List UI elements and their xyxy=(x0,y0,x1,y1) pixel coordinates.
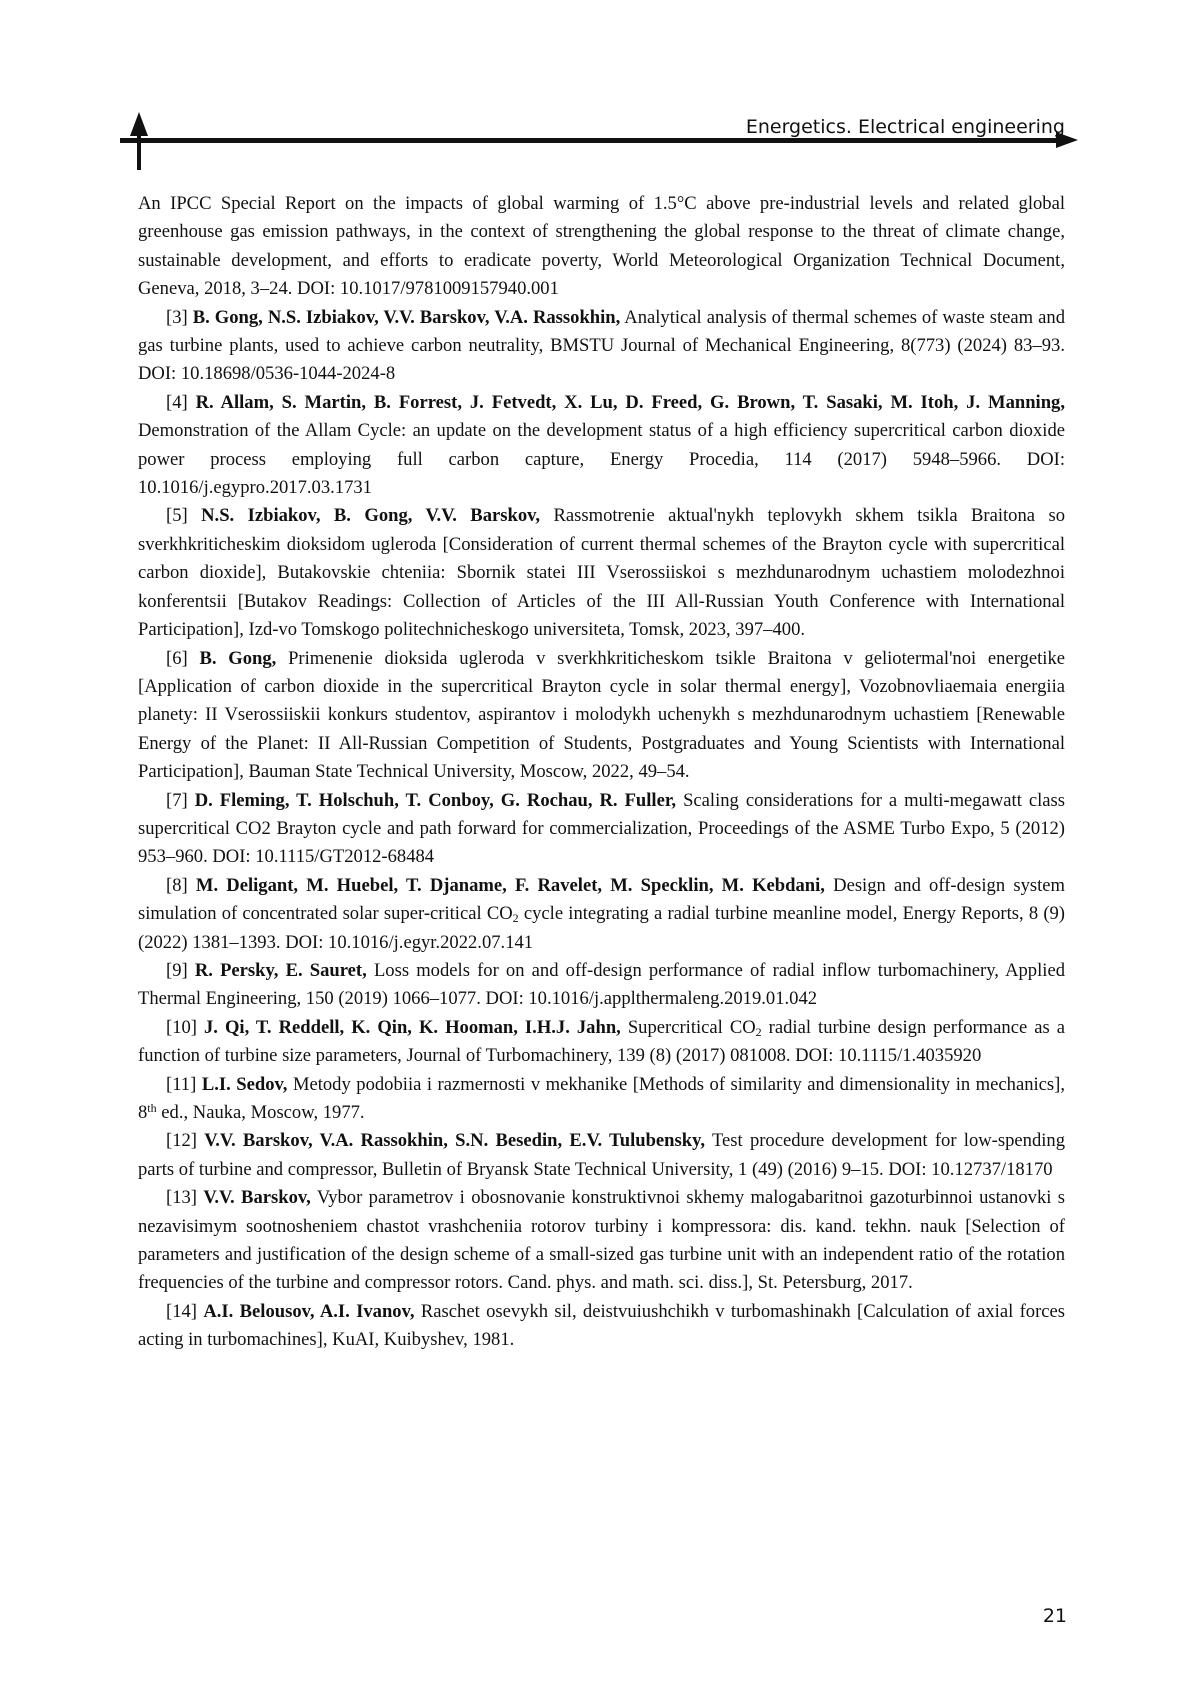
reference-number: [6] xyxy=(166,647,188,669)
reference-13 xyxy=(138,1184,1065,1298)
reference-text: Loss models for on and off-design performance of radial inflow turbomachinery, Applied Thermal Engineering, 150 (2019) 1066–1077. DOI: 10.1016/j.applthermaleng.2019.01.042 xyxy=(138,959,1065,1010)
reference-number: [9] xyxy=(166,959,188,981)
reference-list xyxy=(138,190,1065,1355)
reference-4 xyxy=(138,389,1065,503)
reference-number: [14] xyxy=(166,1300,197,1322)
header-arrow-up-icon xyxy=(130,112,148,136)
reference-text: Primenenie dioksida ugleroda v sverkhkriticheskom tsikle Braitona v geliotermal'noi energetike [Application of carbon dioxide in the supercritical Brayton cycle in solar thermal energy], Vozobnovliaemaia energiia planety: II Vserossiiskii konkurs studentov, aspirantov i molodykh uchenykh s mezhdunarodnym uchastiem [Renewable Energy of the Planet: II All-Russian Competition of Students, Postgraduates and Young Scientists with International Participation], Bauman State Technical University, Moscow, 2022, 49–54. xyxy=(138,647,1066,783)
reference-authors: M. Deligant, M. Huebel, T. Djaname, F. Ravelet, M. Specklin, M. Kebdani, xyxy=(195,874,825,896)
reference-number: [4] xyxy=(166,391,188,413)
reference-number: [7] xyxy=(166,789,188,811)
reference-authors: V.V. Barskov, V.A. Rassokhin, S.N. Besedin, E.V. Tulubensky, xyxy=(204,1130,706,1152)
reference-3 xyxy=(138,304,1065,389)
reference-authors: B. Gong, xyxy=(199,647,277,669)
reference-authors: R. Persky, E. Sauret, xyxy=(194,959,367,981)
reference-number: [11] xyxy=(166,1073,197,1095)
reference-number: [12] xyxy=(166,1130,197,1152)
reference-number: [13] xyxy=(166,1187,197,1209)
reference-text: Rassmotrenie aktual'nykh teplovykh skhem tsikla Braitona so sverkhkriticheskim dioksidom ugleroda [Consideration of current thermal schemes of the Brayton cycle with supercritical carbon dioxide], Butakovskie chteniia: Sbornik statei III Vserossiiskoi s mezhdunarodnym uchastiem molodezhnoi konferentsii [Butakov Readings: Collection of Articles of the III All-Russian Youth Conference with International Participation], Izd-vo Tomskogo politechnicheskogo universiteta, Tomsk, 2023, 397–400. xyxy=(138,505,1065,641)
reference-text: Supercritical CO xyxy=(627,1016,756,1038)
reference-number: [3] xyxy=(166,306,188,328)
reference-text: Metody podobiia i razmernosti v mekhanike [Methods of similarity and dimensionality in mechanics], 8 xyxy=(138,1073,1065,1123)
reference-8 xyxy=(138,872,1065,957)
header-arrow-up-stem xyxy=(137,130,141,170)
header-rule xyxy=(120,138,1060,143)
running-head: Energetics. Electrical engineering xyxy=(745,116,1065,138)
subscript: 2 xyxy=(755,1024,762,1039)
reference-authors: B. Gong, N.S. Izbiakov, V.V. Barskov, V.A. Rassokhin, xyxy=(192,306,621,328)
reference-authors: R. Allam, S. Martin, B. Forrest, J. Fetvedt, X. Lu, D. Freed, G. Brown, T. Sasaki, M. Itoh, J. Manning, xyxy=(195,391,1065,413)
reference-text: cycle integrating a radial turbine meanline model, Energy Reports, 8 (9) (2022) 1381–1393. DOI: 10.1016/j.egyr.2022.07.141 xyxy=(138,903,1065,953)
reference-authors: V.V. Barskov, xyxy=(203,1187,311,1209)
reference-11 xyxy=(138,1071,1065,1128)
reference-text: Vybor parametrov i obosnovanie konstruktivnoi skhemy malogabaritnoi gazoturbinnoi ustanovki s nezavisimym sootnosheniem chastot vrashcheniia rotorov turbiny i kompressora: dis. kand. tekhn. nauk [Selection of parameters and justification of the design scheme of a small-sized gas turbine unit with an independent ratio of the rotation frequencies of the turbine and compressor rotors. Cand. phys. and math. sci. diss.], St. Petersburg, 2017. xyxy=(138,1187,1066,1294)
superscript: th xyxy=(147,1101,157,1115)
reference-number: [10] xyxy=(166,1016,197,1038)
reference-text: Scaling considerations for a multi-megawatt class supercritical CO2 Brayton cycle and path forward for commercialization, Proceedings of the ASME Turbo Expo, 5 (2012) 953–960. DOI: 10.1115/GT2012-68484 xyxy=(138,789,1065,868)
reference-14 xyxy=(138,1298,1065,1355)
reference-text: radial turbine design performance as a function of turbine size parameters, Journal of Turbomachinery, 139 (8) (2017) 081008. DOI: 10.1115/1.4035920 xyxy=(138,1016,1065,1067)
reference-number: [8] xyxy=(166,874,188,896)
reference-text: Analytical analysis of thermal schemes of waste steam and gas turbine plants, used to achieve carbon neutrality, BMSTU Journal of Mechanical Engineering, 8(773) (2024) 83–93. DOI: 10.18698/0536-1044-2024-8 xyxy=(138,306,1065,385)
reference-text: Raschet osevykh sil, deistvuiushchikh v turbomashinakh [Calculation of axial forces acting in turbomachines], KuAI, Kuibyshev, 1981. xyxy=(138,1300,1065,1351)
reference-authors: J. Qi, T. Reddell, K. Qin, K. Hooman, I.H.J. Jahn, xyxy=(204,1016,621,1038)
reference-7 xyxy=(138,787,1065,872)
reference-2-continuation: An IPCC Special Report on the impacts of global warming of 1.5°C above pre-industrial levels and related global greenhouse gas emission pathways, in the context of strengthening the global response to the threat of climate change, sustainable development, and efforts to eradicate poverty, World Meteorological Organization Technical Document, Geneva, 2018, 3–24. DOI: 10.1017/9781009157940.001 xyxy=(138,193,1065,300)
reference-text: Test procedure development for low-spending parts of turbine and compressor, Bulletin of Bryansk State Technical University, 1 (49) (2016) 9–15. DOI: 10.12737/18170 xyxy=(138,1130,1066,1180)
reference-6 xyxy=(138,645,1065,787)
header-arrow-right-icon xyxy=(1056,132,1078,148)
reference-authors: L.I. Sedov, xyxy=(201,1073,288,1095)
reference-10 xyxy=(138,1014,1065,1071)
page-number: 21 xyxy=(1042,1605,1067,1627)
reference-9 xyxy=(138,957,1065,1014)
reference-number: [5] xyxy=(166,505,188,527)
reference-12 xyxy=(138,1127,1065,1184)
reference-text: ed., Nauka, Moscow, 1977. xyxy=(156,1102,365,1123)
reference-authors: N.S. Izbiakov, B. Gong, V.V. Barskov, xyxy=(201,505,541,527)
subscript: 2 xyxy=(512,911,519,926)
reference-text: Design and off-design system simulation of concentrated solar super-critical CO xyxy=(138,874,1065,925)
reference-5 xyxy=(138,502,1065,644)
reference-authors: A.I. Belousov, A.I. Ivanov, xyxy=(203,1300,415,1322)
reference-authors: D. Fleming, T. Holschuh, T. Conboy, G. Rochau, R. Fuller, xyxy=(194,789,677,811)
reference-text: Demonstration of the Allam Cycle: an update on the development status of a high efficiency supercritical carbon dioxide power process employing full carbon capture, Energy Procedia, 114 (2017) 5948–5966. DOI: 10.1016/j.egypro.2017.03.1731 xyxy=(138,420,1065,499)
